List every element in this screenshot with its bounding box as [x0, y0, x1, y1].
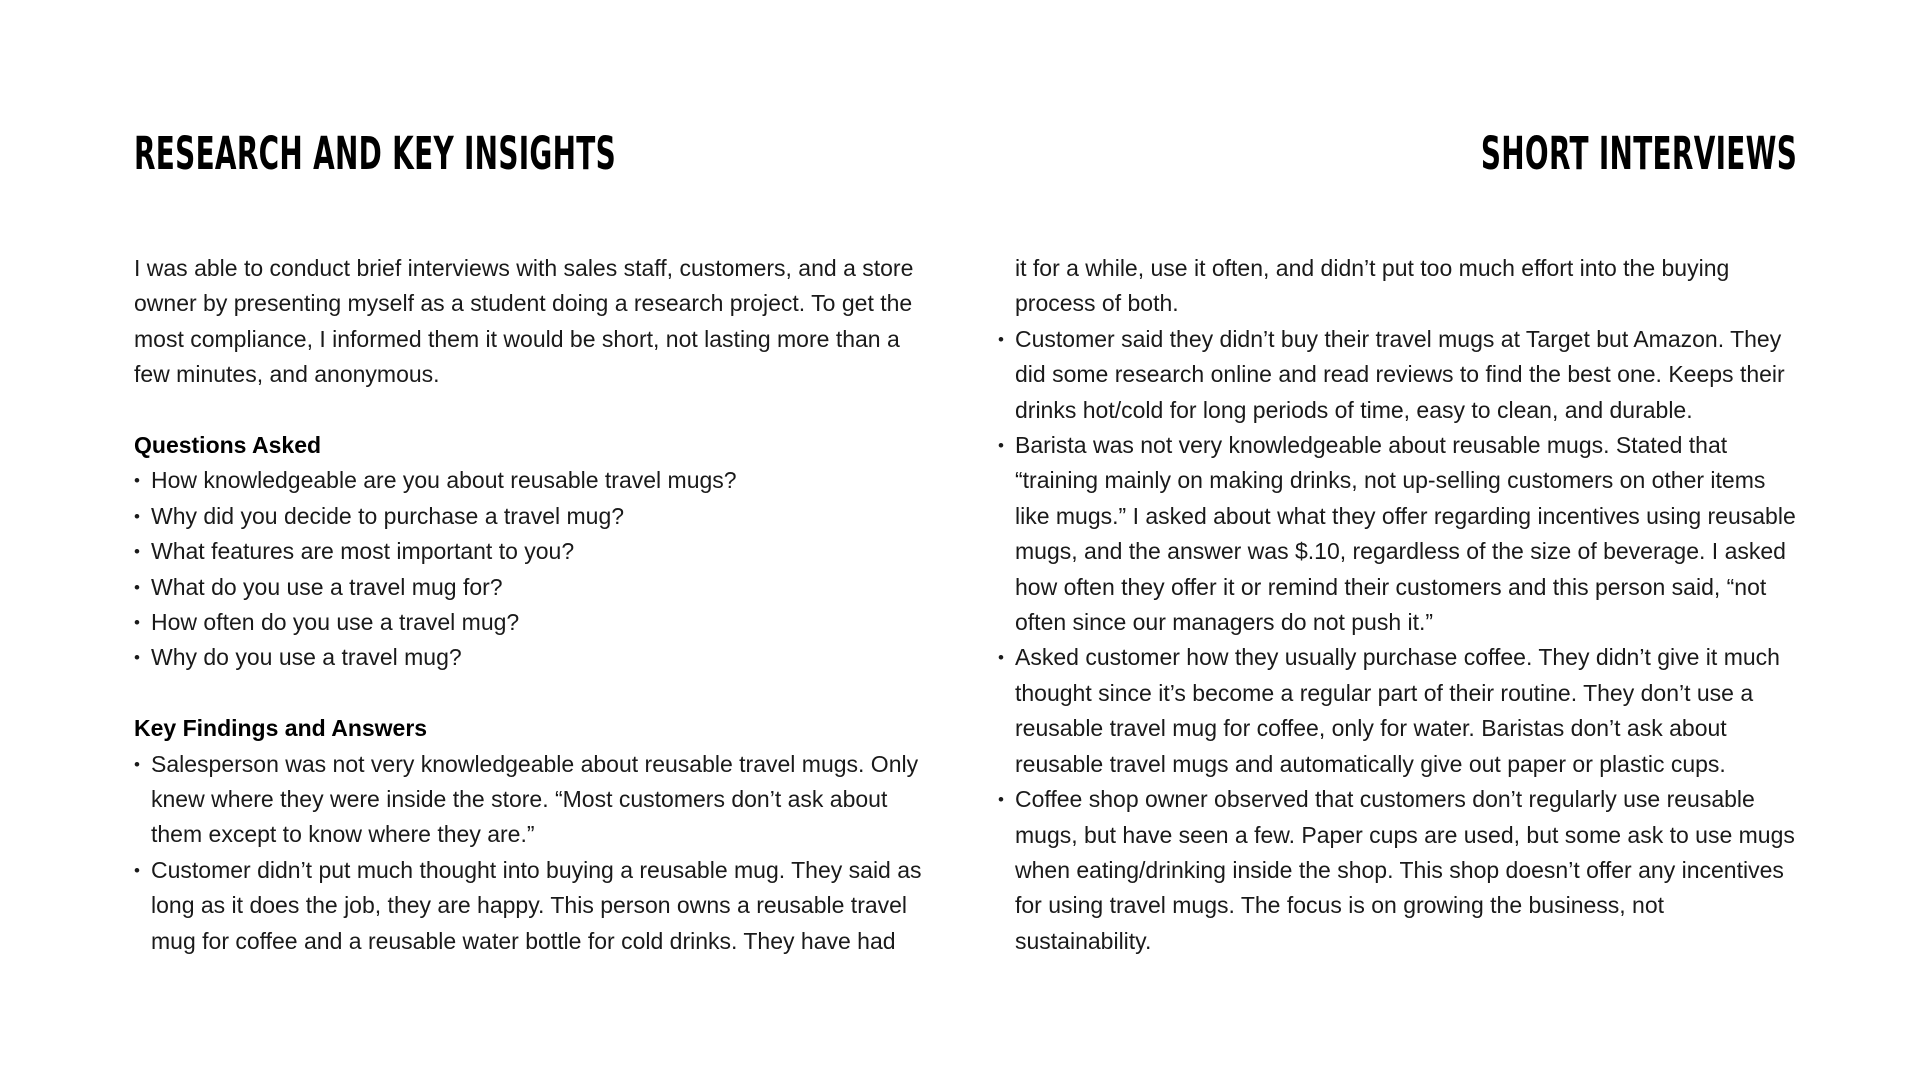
finding-item: • Barista was not very knowledgeable about reusable mugs. Stated that “training mainly on making drinks, not up-selling customers on other items like mugs.” I asked about what they offer regarding incentives using reusable mugs, and the answer was $.10, regardless of the size of beverage. I asked how often they offer it or remind their customers and this person said, “not often since our managers do not push it.”: [998, 428, 1798, 640]
question-item: • What do you use a travel mug for?: [134, 570, 934, 605]
question-item: • How often do you use a travel mug?: [134, 605, 934, 640]
finding-item: • Asked customer how they usually purchase coffee. They didn’t give it much thought since it’s become a regular part of their routine. They don’t use a reusable travel mug for coffee, only for water. Baristas don’t ask about reusable travel mugs and automatically give out paper or plastic cups.: [998, 640, 1798, 782]
question-item: • Why did you decide to purchase a travel mug?: [134, 499, 934, 534]
finding-item: • Salesperson was not very knowledgeable about reusable travel mugs. Only knew where they were inside the store. “Most customers don’t ask about them except to know where they are.”: [134, 747, 934, 853]
findings-heading: Key Findings and Answers: [134, 715, 428, 742]
spacer: [134, 393, 934, 428]
findings-list-right: [998, 322, 1798, 959]
findings-list-left: [134, 747, 934, 959]
question-item: • What features are most important to you?: [134, 534, 934, 569]
questions-heading: Questions Asked: [134, 432, 322, 459]
spacer: [134, 676, 934, 711]
finding-item: • Customer said they didn’t buy their travel mugs at Target but Amazon. They did some research online and read reviews to find the best one. Keeps their drinks hot/cold for long periods of time, easy to clean, and durable.: [998, 322, 1798, 428]
question-item: • Why do you use a travel mug?: [134, 640, 934, 675]
right-column: [998, 251, 1798, 959]
question-item: • How knowledgeable are you about reusable travel mugs?: [134, 463, 934, 498]
questions-list: [134, 463, 934, 675]
section-title-research: RESEARCH AND KEY INSIGHTS: [134, 127, 617, 180]
finding-item: • Coffee shop owner observed that customers don’t regularly use reusable mugs, but have seen a few. Paper cups are used, but some ask to use mugs when eating/drinking inside the shop. This shop doesn’t offer any incentives for using travel mugs. The focus is on growing the business, not sustainability.: [998, 782, 1798, 959]
intro-paragraph: I was able to conduct brief interviews with sales staff, customers, and a store owner by presenting myself as a student doing a research project. To get the most compliance, I informed them it would be short, not lasting more than a few minutes, and anonymous.: [134, 255, 914, 388]
finding-continuation: it for a while, use it often, and didn’t put too much effort into the buying process of both.: [1015, 255, 1730, 317]
finding-item: • Customer didn’t put much thought into buying a reusable mug. They said as long as it does the job, they are happy. This person owns a reusable travel mug for coffee and a reusable water bottle for cold drinks. They have had: [134, 853, 934, 959]
left-column: [134, 251, 934, 959]
section-title-interviews: SHORT INTERVIEWS: [1480, 127, 1797, 180]
